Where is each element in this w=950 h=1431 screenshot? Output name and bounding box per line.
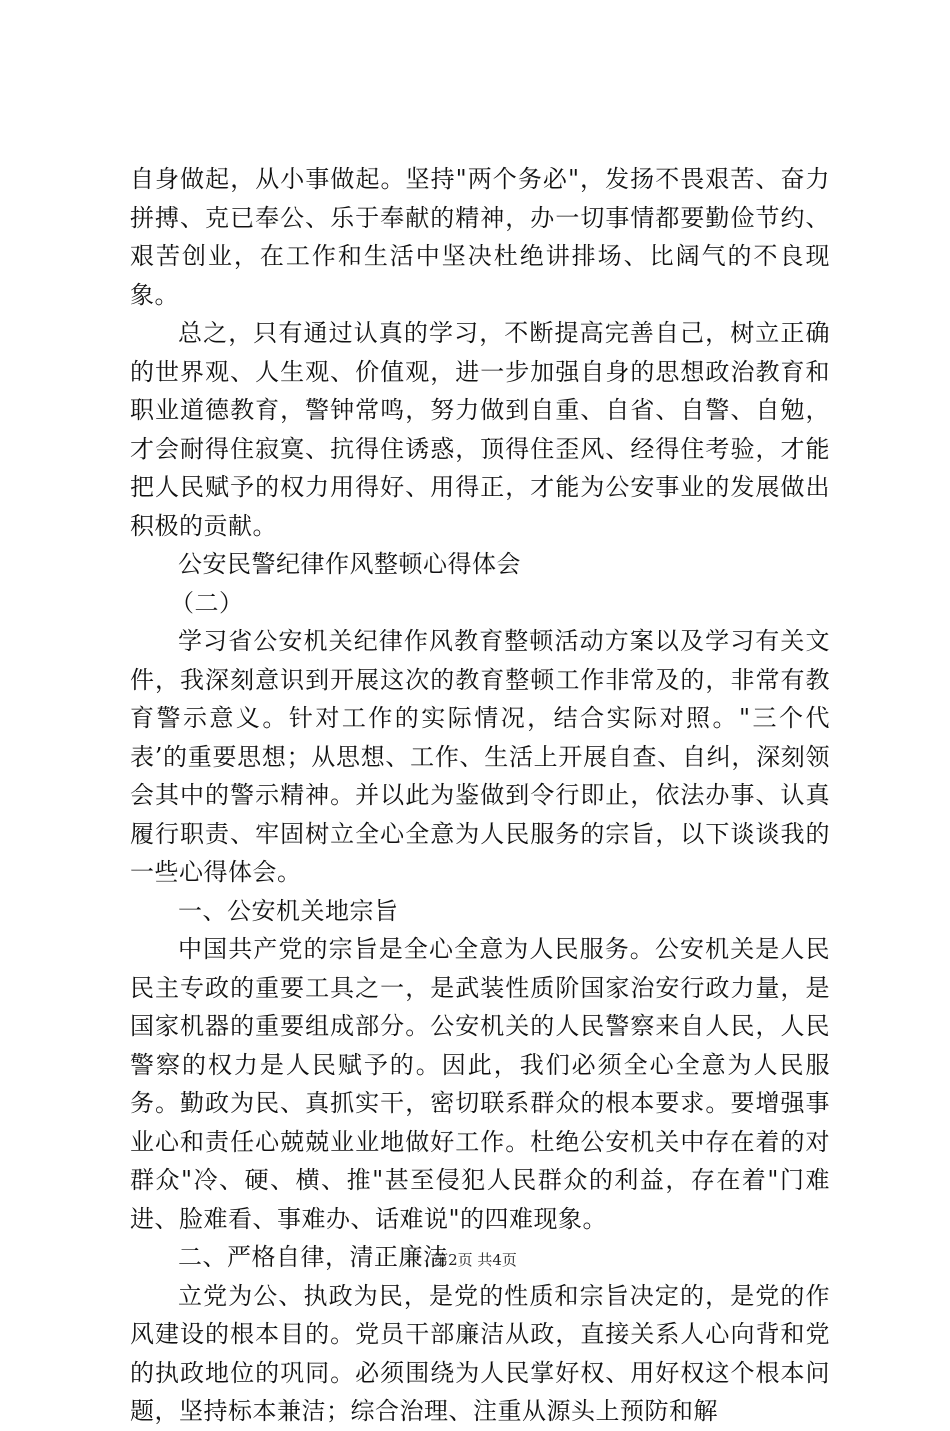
paragraph: 学习省公安机关纪律作风教育整顿活动方案以及学习有关文件，我深刻意识到开展这次的教育整顿工作非常及的，非常有教育警示意义。针对工作的实际情况，结合实际对照。"三个代表’的重要思想；从思想、工作、生活上开展自查、自纠，深刻领会其中的警示精神。并以此为鉴做到令行即止，依法办事、认真履行职责、牢固树立全心全意为人民服务的宗旨，以下谈谈我的一些心得体会。 [130,627,830,886]
paragraph: 自身做起，从小事做起。坚持"两个务必"，发扬不畏艰苦、奋力拼搏、克已奉公、乐于奉献的精神，办一切事情都要勤俭节约、艰苦创业，在工作和生活中坚决杜绝讲排场、比阔气的不良现象。 [130,165,830,309]
paragraph: 总之，只有通过认真的学习，不断提高完善自己，树立正确的世界观、人生观、价值观，进一步加强自身的思想政治教育和职业道德教育，警钟常鸣，努力做到自重、自省、自警、自勉，才会耐得住寂寞、抗得住诱惑，顶得住歪风、经得住考验，才能把人民赋予的权力用得好、用得正，才能为公安事业的发展做出积极的贡献。 [130,319,830,540]
section-heading: 二、严格自律，清正廉洁 [178,1243,448,1271]
section-title: 公安民警纪律作风整顿心得体会 [178,550,521,578]
section-heading: 一、公安机关地宗旨 [178,896,399,925]
document-body [130,160,830,1431]
paragraph: 立党为公、执政为民，是党的性质和宗旨决定的，是党的作风建设的根本目的。党员干部廉洁从政，直接关系人心向背和党的执政地位的巩同。必须围绕为人民掌好权、用好权这个根本问题，坚持标本兼洁；综合治理、注重从源头上预防和解 [130,1281,830,1425]
page-number: 第2页 共4页 [433,1251,517,1269]
paragraph: 中国共产党的宗旨是全心全意为人民服务。公安机关是人民民主专政的重要工具之一，是武装性质阶国家治安行政力量，是国家机器的重要组成部分。公安机关的人民警察来自人民，人民警察的权力是人民赋予的。因此，我们必须全心全意为人民服务。勤政为民、真抓实干，密切联系群众的根本要求。要增强事业心和责任心兢兢业业地做好工作。杜绝公安机关中存在着的对群众"冷、硬、横、推"甚至侵犯人民群众的利益，存在着"门难进、脸难看、事难办、话难说"的四难现象。 [130,935,830,1233]
section-subtitle: （二） [170,588,244,617]
